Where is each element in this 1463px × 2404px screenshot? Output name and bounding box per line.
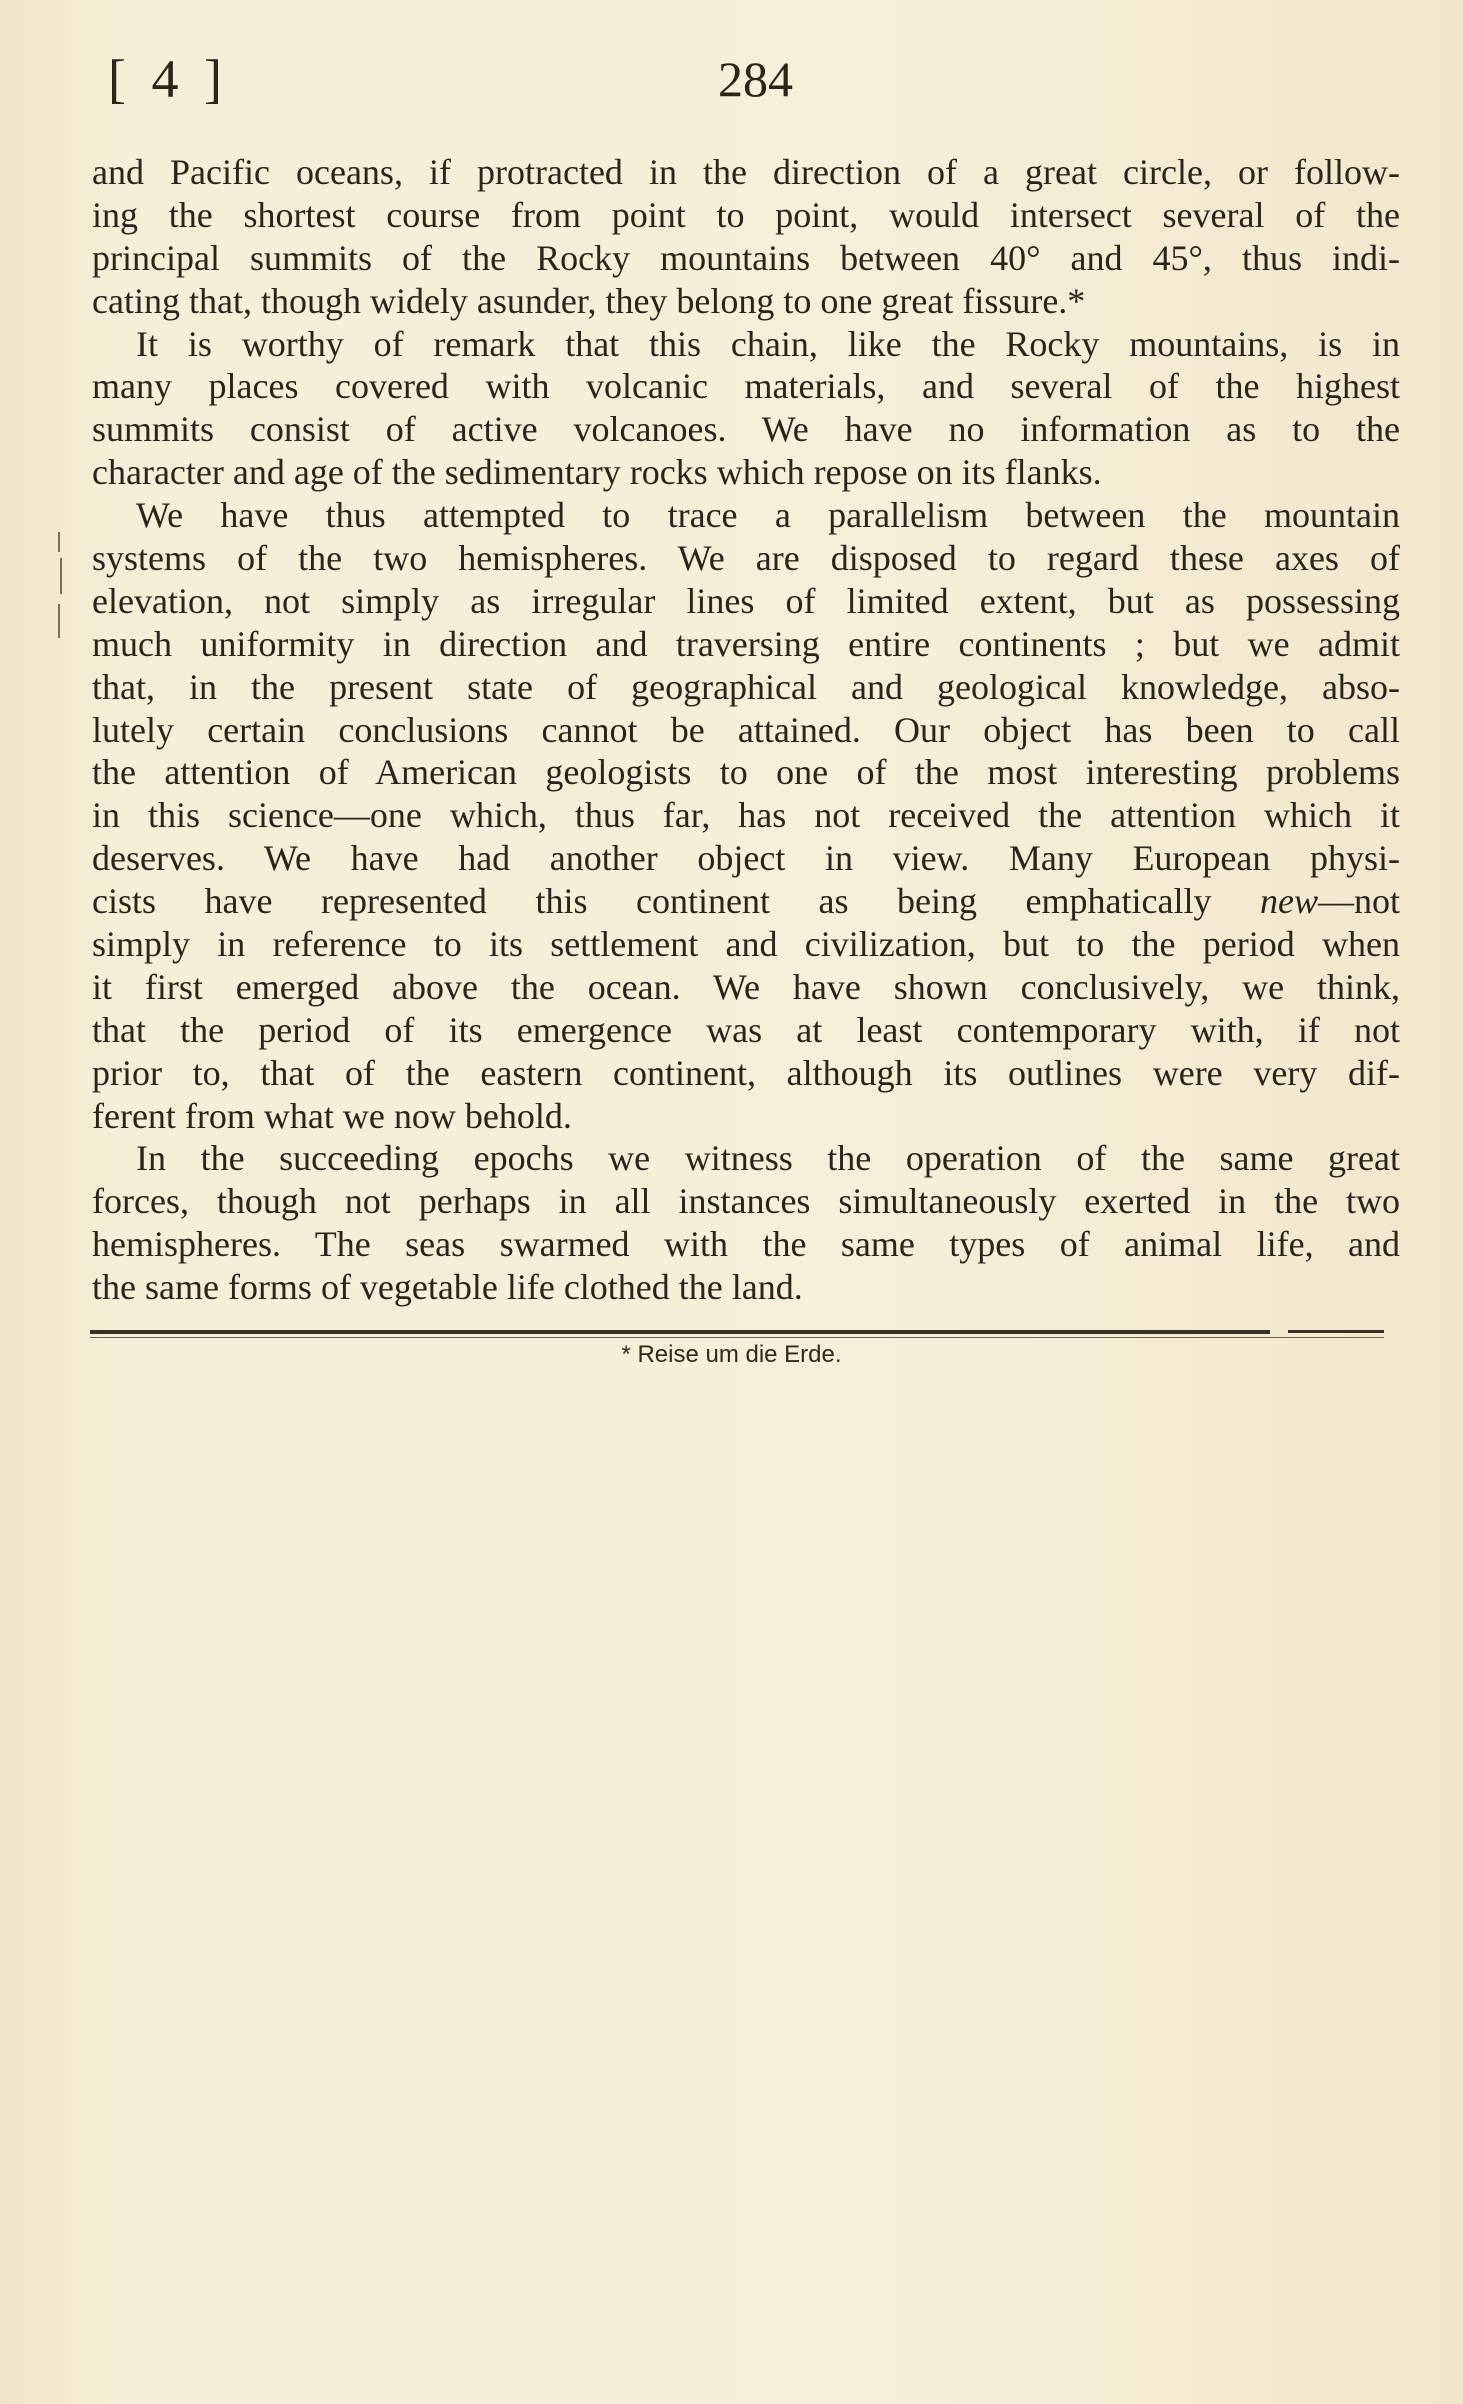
document-number: [ 4 ] — [108, 49, 228, 109]
paragraph-start-line: In the succeeding epochs we witness the operation of the same great — [136, 1138, 1400, 1179]
emphasis-word: new — [1259, 881, 1318, 922]
footnote-divider-hairline — [90, 1337, 1384, 1338]
page-header — [0, 48, 1463, 118]
text-segment: —not — [1317, 881, 1400, 922]
text-line: elevation, not simply as irregular lines of limited extent, but as possessing — [92, 580, 1400, 621]
text-line: ferent from what we now behold. — [92, 1095, 572, 1136]
footnote: * Reise um die Erde. — [621, 1341, 842, 1368]
text-line: in this science—one which, thus far, has not received the attention which it — [92, 795, 1400, 836]
margin-mark — [60, 558, 62, 594]
text-line — [92, 880, 1400, 923]
text-line: summits consist of active volcanoes. We have no information as to the — [92, 409, 1400, 450]
text-line: that the period of its emergence was at least contemporary with, if not — [92, 1009, 1400, 1050]
page-number: 284 — [718, 51, 793, 107]
text-line: it first emerged above the ocean. We have shown conclusively, we think, — [92, 966, 1400, 1007]
text-line: much uniformity in direction and traversing entire continents ; but we admit — [92, 623, 1400, 664]
text-line: and Pacific oceans, if protracted in the direction of a great circle, or follow- — [92, 152, 1400, 192]
text-line: principal summits of the Rocky mountains between 40° and 45°, thus indi- — [92, 237, 1400, 278]
text-line: systems of the two hemispheres. We are disposed to regard these axes of — [92, 538, 1400, 579]
paragraph-start-line: It is worthy of remark that this chain, like the Rocky mountains, is in — [136, 323, 1400, 364]
text-line: cating that, though widely asunder, they belong to one great fissure.* — [92, 280, 1086, 321]
text-line: prior to, that of the eastern continent, although its outlines were very dif- — [92, 1052, 1400, 1093]
text-line: deserves. We have had another object in view. Many European physi- — [92, 838, 1400, 879]
text-line: character and age of the sedimentary rocks which repose on its flanks. — [92, 452, 1102, 493]
text-line: simply in reference to its settlement and civilization, but to the period when — [92, 924, 1400, 965]
text-line: lutely certain conclusions cannot be attained. Our object has been to call — [92, 709, 1400, 750]
margin-mark — [58, 604, 60, 638]
text-line: many places covered with volcanic materials, and several of the highest — [92, 366, 1400, 407]
margin-mark — [58, 532, 60, 552]
text-line: the same forms of vegetable life clothed the land. — [92, 1267, 803, 1308]
text-line: the attention of American geologists to one of the most interesting problems — [92, 752, 1400, 793]
text-line: ing the shortest course from point to point, would intersect several of the — [92, 194, 1400, 235]
text-segment: cists have represented this continent as being emphatically — [92, 881, 1260, 922]
footnote-divider-end — [1288, 1330, 1384, 1333]
text-line: that, in the present state of geographical and geological knowledge, abso- — [92, 666, 1400, 707]
text-line: hemispheres. The seas swarmed with the same types of animal life, and — [92, 1224, 1400, 1265]
text-line: forces, though not perhaps in all instances simultaneously exerted in the two — [92, 1181, 1400, 1222]
body-text — [92, 151, 1400, 1309]
footnote-divider — [90, 1330, 1270, 1334]
paragraph-start-line: We have thus attempted to trace a parallelism between the mountain — [136, 495, 1400, 536]
